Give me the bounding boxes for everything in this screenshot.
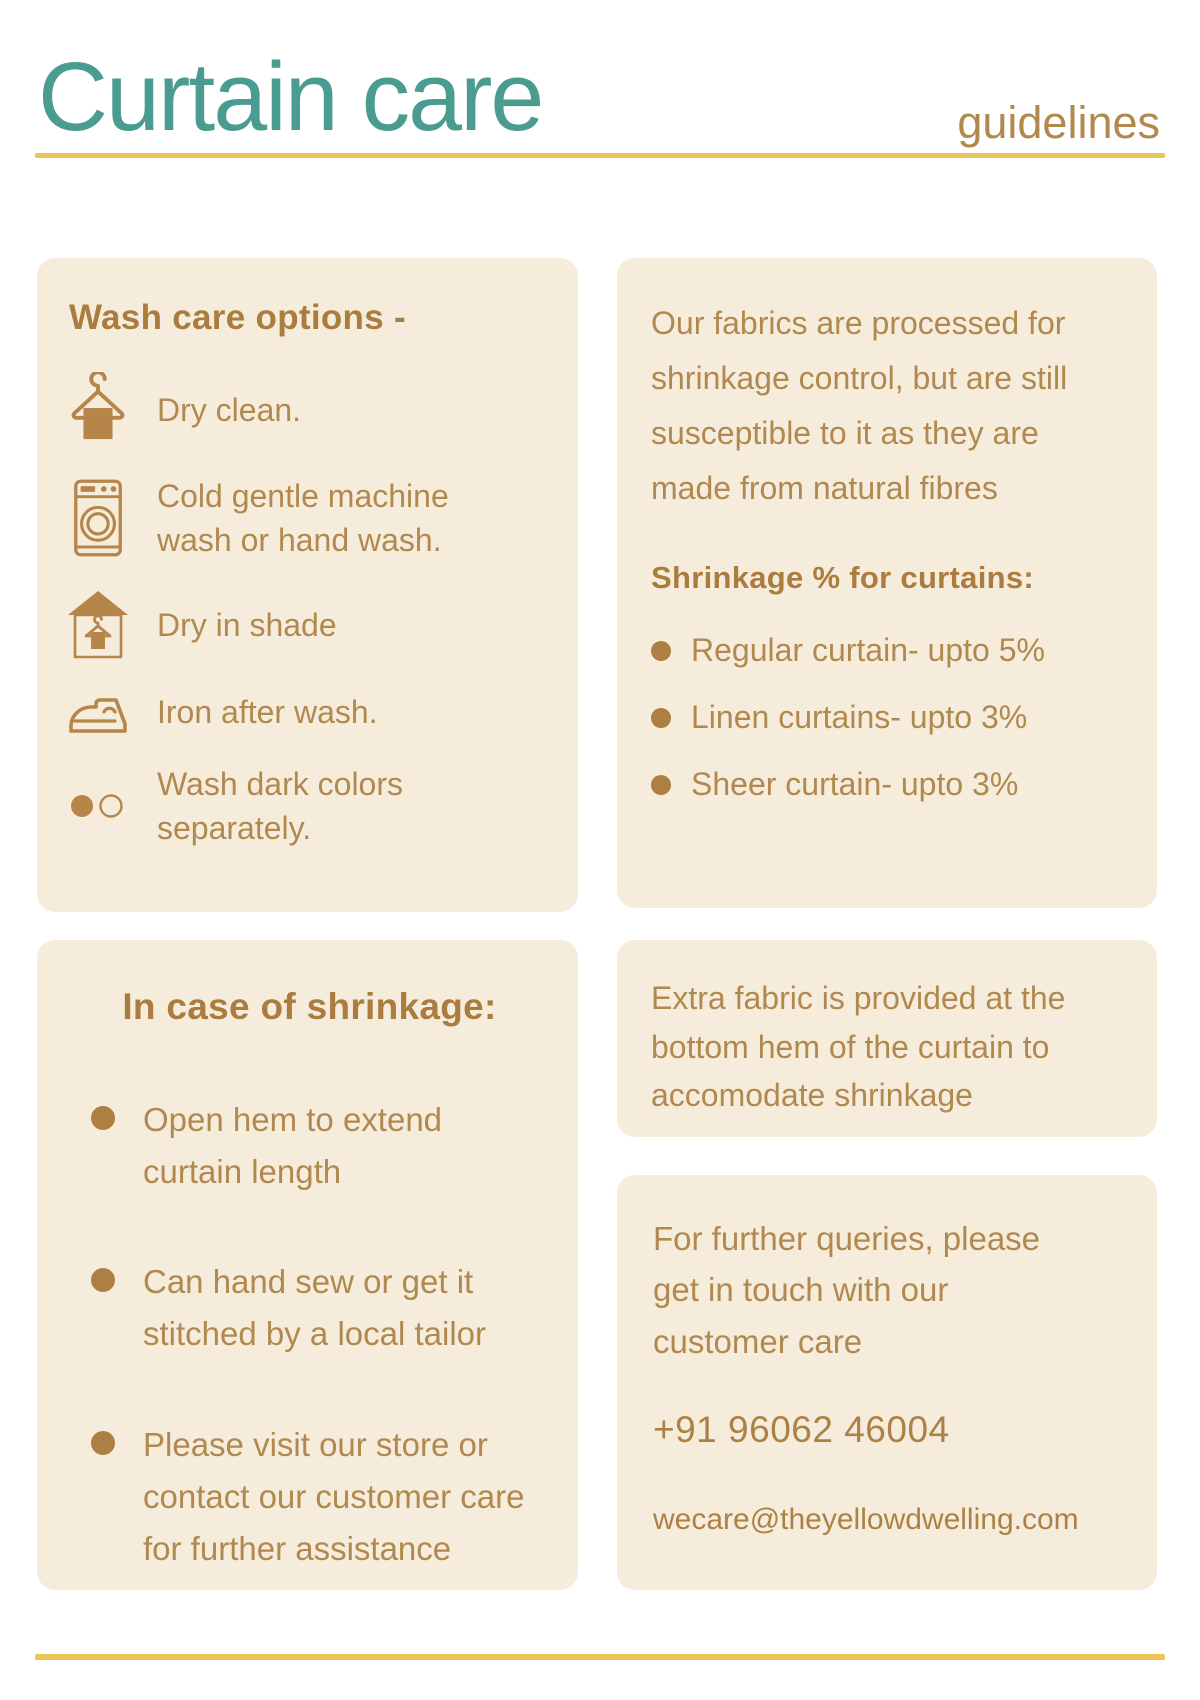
header-divider [35,153,1165,158]
list-item [91,1256,554,1360]
wash-care-item-dry-in-shade [65,588,554,662]
wash-care-item-dark-colors [65,762,554,850]
bullet-dot-icon [91,1431,115,1455]
list-item-text: Linen curtains- upto 3% [691,699,1028,736]
list-item [91,1419,554,1575]
iron-icon [65,688,131,736]
wash-care-item-text: Dry in shade [157,607,337,644]
washing-machine-icon [65,477,131,559]
list-item-text: Sheer curtain- upto 3% [691,766,1019,803]
header-subtitle: guidelines [957,97,1160,148]
bullet-dot-icon [91,1106,115,1130]
list-item-text: Please visit our store or contact our customer care for further assistance [143,1425,525,1567]
hanger-icon [65,372,131,448]
wash-care-item-text: Wash dark colors separately. [157,766,403,847]
in-case-list [65,1094,554,1575]
wash-care-item-text: Dry clean. [157,391,302,428]
list-item-text: Regular curtain- upto 5% [691,632,1045,669]
wash-care-panel [37,258,578,912]
in-case-title: In case of shrinkage: [122,986,497,1027]
extra-fabric-text: Extra fabric is provided at the bottom hem of the curtain to accomodate shrinkage [651,980,1066,1114]
bullet-dot-icon [651,641,671,661]
footer-divider [35,1654,1165,1660]
list-item [91,1094,554,1198]
shrinkage-intro: Our fabrics are processed for shrinkage control, but are still susceptible to it as they are made from natural fibres [651,305,1068,507]
list-item-text: Can hand sew or get it stitched by a local tailor [143,1263,487,1353]
shrinkage-list [651,632,1123,803]
list-item [651,632,1123,669]
contact-phone: +91 96062 46004 [653,1409,950,1451]
contact-panel [617,1175,1157,1590]
contact-email: wecare@theyellowdwelling.com [653,1503,1079,1537]
wash-care-item-text: Iron after wash. [157,694,378,731]
extra-fabric-panel [617,940,1157,1137]
list-item-text: Open hem to extend curtain length [143,1101,443,1191]
wash-care-item-text: Cold gentle machine wash or hand wash. [157,478,449,559]
wash-care-item-iron [65,688,554,736]
wash-care-title: Wash care options - [69,298,406,337]
wash-care-item-dry-clean [65,372,554,448]
bullet-dot-icon [651,775,671,795]
contact-intro: For further queries, please get in touch with our customer care [653,1220,1041,1360]
dry-in-shade-icon [65,588,131,662]
page-title: Curtain care [38,42,543,151]
bullet-dot-icon [651,708,671,728]
list-item [651,766,1123,803]
dark-light-circles-icon [65,792,131,820]
shrinkage-info-panel [617,258,1157,908]
list-item [651,699,1123,736]
in-case-of-shrinkage-panel [37,940,578,1590]
shrinkage-heading: Shrinkage % for curtains: [651,560,1035,596]
wash-care-item-machine-wash [65,474,554,562]
bullet-dot-icon [91,1268,115,1292]
